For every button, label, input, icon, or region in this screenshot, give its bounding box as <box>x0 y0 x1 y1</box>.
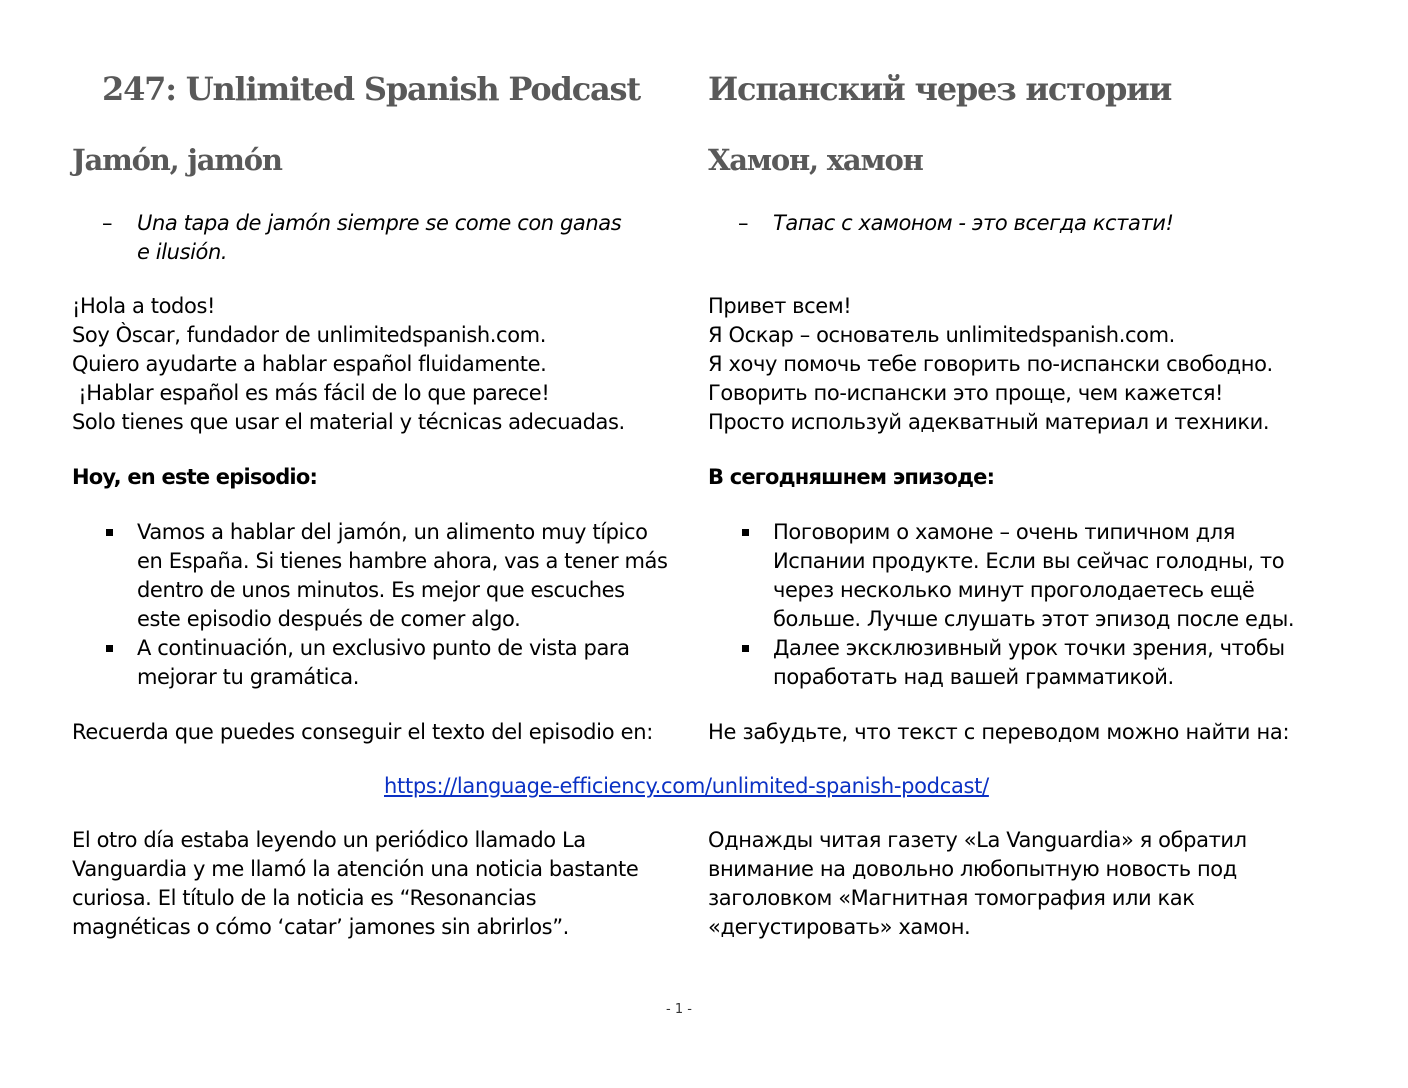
left-story <box>72 826 702 942</box>
bullet-line: dentro de unos minutos. Es mejor que escuches <box>137 578 625 602</box>
story-line: curiosa. El título de la noticia es “Resonancias <box>72 886 537 910</box>
intro-line: Solo tienes que usar el material y técnicas adecuadas. <box>72 410 625 434</box>
left-bullet-list <box>102 518 702 692</box>
left-title: 247: Unlimited Spanish Podcast <box>102 70 640 108</box>
story-line: Однажды читая газету «La Vanguardia» я обратил <box>708 828 1247 852</box>
left-episode-heading: Hoy, en este episodio: <box>72 465 318 489</box>
list-item <box>738 634 1358 692</box>
quote-dash: – <box>102 211 113 235</box>
right-episode-heading: В сегодняшнем эпизоде: <box>708 465 995 489</box>
quote-line: Una tapa de jamón siempre se come con ganas <box>137 211 622 235</box>
intro-line: Просто используй адекватный материал и техники. <box>708 410 1270 434</box>
intro-line: Я хочу помочь тебе говорить по-испански свободно. <box>708 352 1273 376</box>
story-line: «дегустировать» хамон. <box>708 915 971 939</box>
right-quote <box>738 209 1318 241</box>
story-line: El otro día estaba leyendo un periódico llamado La <box>72 828 586 852</box>
left-quote <box>102 209 682 269</box>
story-line: magnéticas o cómo ‘catar’ jamones sin abrirlos”. <box>72 915 569 939</box>
bullet-square-icon <box>742 529 749 536</box>
bullet-square-icon <box>106 645 113 652</box>
intro-line: ¡Hablar español es más fácil de lo que parece! <box>72 381 550 405</box>
bullet-square-icon <box>742 645 749 652</box>
right-subtitle: Хамон, хамон <box>708 143 923 177</box>
intro-line: Quiero ayudarte a hablar español fluidamente. <box>72 352 547 376</box>
bullet-line: en España. Si tienes hambre ahora, vas a tener más <box>137 549 668 573</box>
right-intro <box>708 292 1338 437</box>
right-story <box>708 826 1338 942</box>
bullet-line: este episodio después de comer algo. <box>137 607 521 631</box>
bullet-square-icon <box>106 529 113 536</box>
story-line: внимание на довольно любопытную новость под <box>708 857 1237 881</box>
bullet-line: Далее эксклюзивный урок точки зрения, чтобы <box>773 636 1285 660</box>
quote-line: Тапас с хамоном - это всегда кстати! <box>773 211 1174 235</box>
intro-line: Soy Òscar, fundador de unlimitedspanish.com. <box>72 323 546 347</box>
story-line: Vanguardia y me llamó la atención una noticia bastante <box>72 857 639 881</box>
bullet-line: больше. Лучше слушать этот эпизод после еды. <box>773 607 1295 631</box>
list-item <box>738 518 1358 634</box>
left-intro <box>72 292 702 437</box>
episode-link-container <box>384 772 989 801</box>
intro-line: Я Оскар – основатель unlimitedspanish.com. <box>708 323 1175 347</box>
intro-line: Привет всем! <box>708 294 852 318</box>
bullet-line: mejorar tu gramática. <box>137 665 360 689</box>
bullet-line: Vamos a hablar del jamón, un alimento muy típico <box>137 520 648 544</box>
left-reminder: Recuerda que puedes conseguir el texto del episodio en: <box>72 720 654 744</box>
bullet-line: поработать над вашей грамматикой. <box>773 665 1174 689</box>
episode-link[interactable]: https://language-efficiency.com/unlimited-spanish-podcast/ <box>384 774 989 798</box>
bullet-line: Испании продукте. Если вы сейчас голодны, то <box>773 549 1285 573</box>
intro-line: Говорить по-испански это проще, чем кажется! <box>708 381 1224 405</box>
quote-line: e ilusión. <box>137 240 228 264</box>
left-subtitle: Jamón, jamón <box>72 143 282 177</box>
quote-dash: – <box>738 211 749 235</box>
left-quote-text <box>137 209 677 267</box>
right-reminder: Не забудьте, что текст с переводом можно найти на: <box>708 720 1290 744</box>
story-line: заголовком «Магнитная томография или как <box>708 886 1195 910</box>
intro-line: ¡Hola a todos! <box>72 294 215 318</box>
list-item <box>102 634 702 692</box>
right-quote-text <box>773 209 1313 238</box>
page-number: - 1 - <box>666 1002 692 1017</box>
list-item <box>102 518 702 634</box>
bullet-line: через несколько минут проголодаетесь ещё <box>773 578 1255 602</box>
bullet-line: Поговорим о хамоне – очень типичном для <box>773 520 1235 544</box>
right-bullet-list <box>738 518 1358 692</box>
bullet-line: A continuación, un exclusivo punto de vista para <box>137 636 630 660</box>
right-title: Испанский через истории <box>708 70 1172 108</box>
